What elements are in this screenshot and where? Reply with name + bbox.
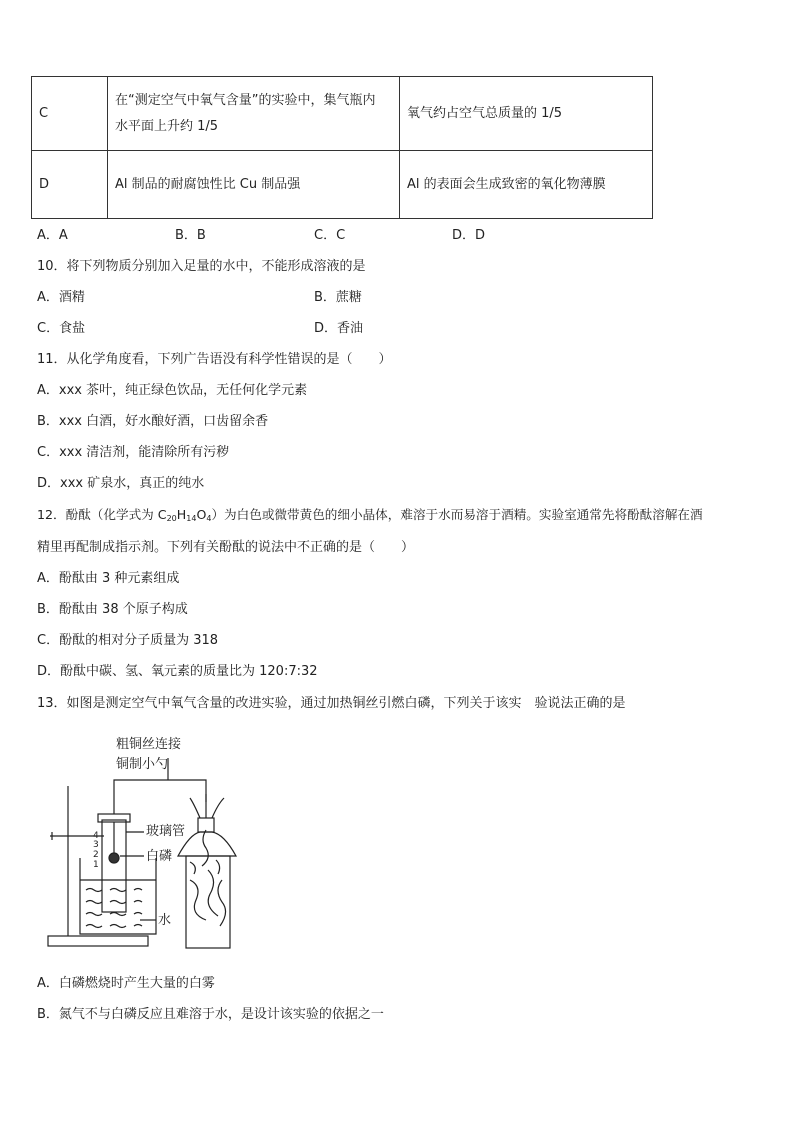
row-explanation: 氧气约占空气总质量的 1/5 <box>400 77 653 151</box>
subscript: 14 <box>186 514 197 523</box>
options-table <box>31 76 653 219</box>
question-11-stem: 11．从化学角度看，下列广告语没有科学性错误的是（ ） <box>37 352 392 367</box>
option-a: A．酚酞由 3 种元素组成 <box>37 571 180 586</box>
option-a: A．白磷燃烧时产生大量的白雾 <box>37 976 215 991</box>
question-12-stem <box>37 509 703 523</box>
question-12-stem-line2: 精里再配制成指示剂。下列有关酚酞的说法中不正确的是（ ） <box>37 540 415 555</box>
question-13-stem: 13．如图是测定空气中氧气含量的改进实验，通过加热铜丝引燃白磷，下列关于该实 验说法正确的是 <box>37 696 626 711</box>
option-b: B．xxx 白酒，好水酿好酒，口齿留余香 <box>37 414 269 429</box>
statement-line: 在“测定空气中氧气含量”的实验中，集气瓶内 <box>115 92 376 108</box>
table-row <box>32 77 653 151</box>
statement-line: 水平面上升约 1/5 <box>115 118 219 134</box>
option-c: C．食盐 <box>37 321 86 336</box>
option-d: D．D <box>452 228 486 243</box>
table-row <box>32 151 653 219</box>
option-d: D．香油 <box>314 321 364 336</box>
experiment-figure <box>40 730 300 960</box>
scale-mark: 3 <box>93 840 99 850</box>
row-label: C <box>32 77 108 151</box>
scale-mark: 1 <box>93 860 99 870</box>
stem-text: O <box>196 507 207 522</box>
label-copper-wire-1: 粗铜丝连接 <box>116 737 182 752</box>
stem-text: 12．酚酞（化学式为 C <box>37 507 167 522</box>
option-c: C．酚酞的相对分子质量为 318 <box>37 633 219 648</box>
option-c: C．C <box>314 228 346 243</box>
option-a: A．xxx 茶叶，纯正绿色饮品，无任何化学元素 <box>37 383 308 398</box>
option-d: D．酚酞中碳、氢、氧元素的质量比为 120:7:32 <box>37 664 318 679</box>
option-b: B．氮气不与白磷反应且难溶于水，是设计该实验的依据之一 <box>37 1007 384 1022</box>
option-b: B．蔗糖 <box>314 290 362 305</box>
label-glass-tube: 玻璃管 <box>146 824 186 839</box>
row-label: D <box>32 151 108 219</box>
option-b: B．B <box>175 228 206 243</box>
scale-mark: 2 <box>93 850 99 860</box>
option-a: A．酒精 <box>37 290 85 305</box>
label-water: 水 <box>158 913 172 928</box>
row-statement <box>108 77 400 151</box>
question-10-stem: 10．将下列物质分别加入足量的水中，不能形成溶液的是 <box>37 259 366 274</box>
option-c: C．xxx 清洁剂，能清除所有污秽 <box>37 445 230 460</box>
option-d: D．xxx 矿泉水，真正的纯水 <box>37 476 205 491</box>
stem-text: H <box>176 507 187 522</box>
subscript: 4 <box>206 514 212 523</box>
subscript: 20 <box>166 514 177 523</box>
option-b: B．酚酞由 38 个原子构成 <box>37 602 188 617</box>
scale-mark: 4 <box>93 831 99 841</box>
label-copper-wire-2: 铜制小勺 <box>116 757 169 772</box>
row-statement: Al 制品的耐腐蚀性比 Cu 制品强 <box>108 151 400 219</box>
option-a: A．A <box>37 228 68 243</box>
row-explanation: Al 的表面会生成致密的氧化物薄膜 <box>400 151 653 219</box>
stem-text: ）为白色或微带黄色的细小晶体，难溶于水而易溶于酒精。实验室通常先将酚酞溶解在酒 <box>211 507 703 522</box>
label-white-phosphorus: 白磷 <box>146 849 173 864</box>
